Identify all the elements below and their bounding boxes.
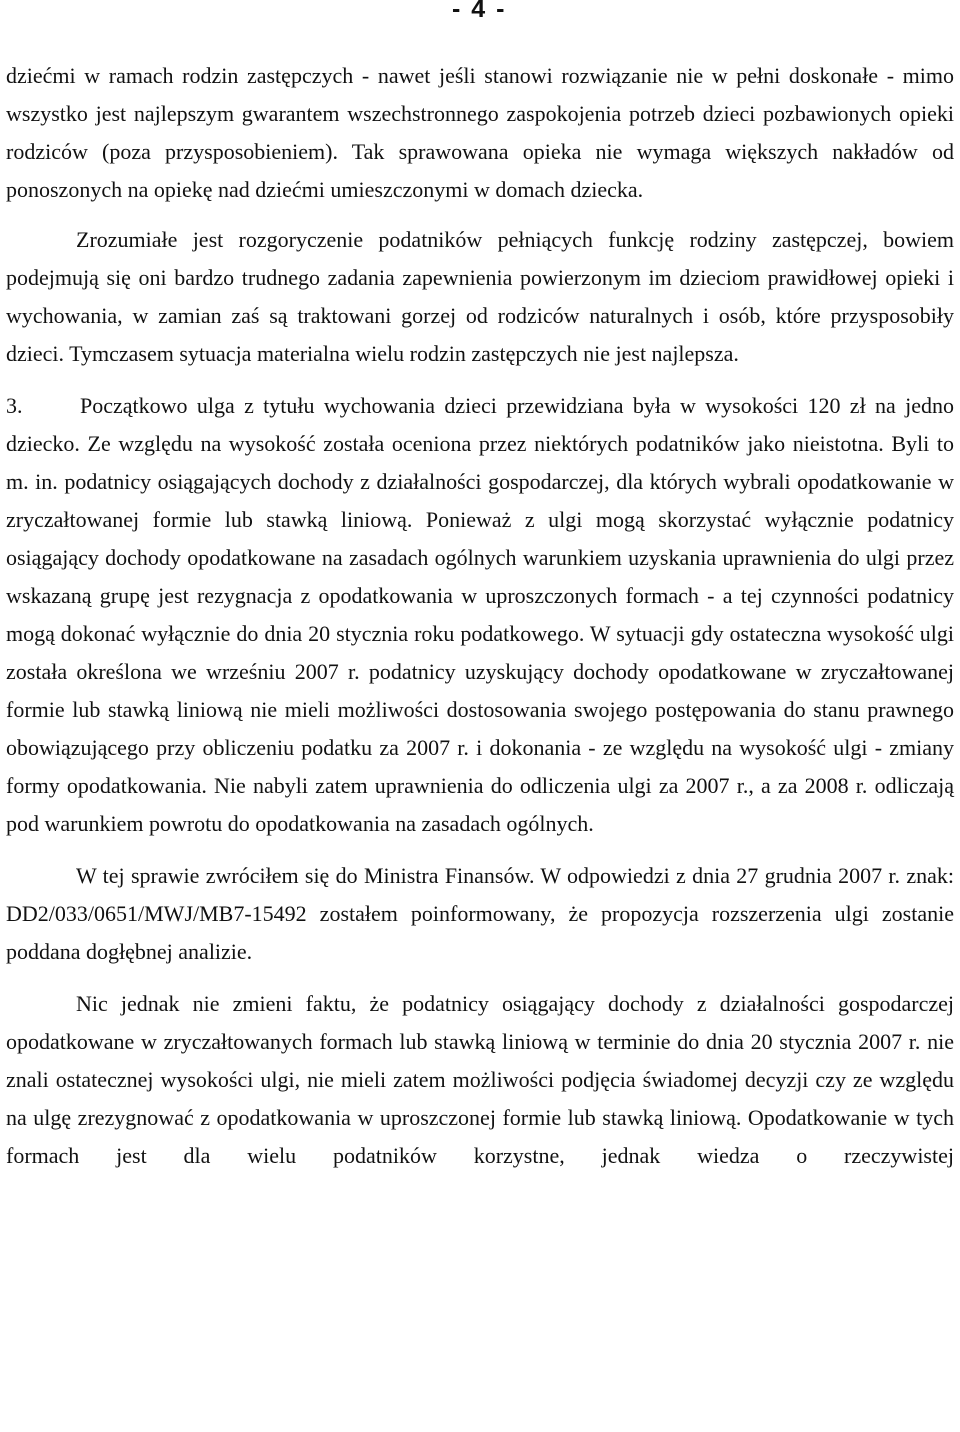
document-body [6,57,954,1175]
paragraph-4: W tej sprawie zwróciłem się do Ministra Finansów. W odpowiedzi z dnia 27 grudnia 2007 r. znak: DD2/033/0651/MWJ/MB7-15492 zostałem poinformowany, że propozycja rozszerzenia ulgi zostanie poddana dogłębnej analizie. [6,863,954,964]
paragraph-1: dziećmi w ramach rodzin zastępczych - nawet jeśli stanowi rozwiązanie nie w pełni doskonałe - mimo wszystko jest najlepszym gwarantem wszechstronnego zaspokojenia potrzeb dzieci pozbawionych opieki rodziców (poza przysposobieniem). Tak sprawowana opieka nie wymaga większych nakładów od ponoszonych na opiekę nad dziećmi umieszczonymi w domach dziecka. [6,63,954,202]
paragraph-3-text: Początkowo ulga z tytułu wychowania dzieci przewidziana była w wysokości 120 zł na jedno dziecko. Ze względu na wysokość została oceniona przez niektórych podatników jako nieistotna. Byli to m. in. podatnicy osiągających dochody z działalności gospodarczej, dla których wybrali opodatkowanie w zryczałtowanej formie lub stawką liniową. Ponieważ z ulgi mogą skorzystać wyłącznie podatnicy osiągający dochody opodatkowane na zasadach ogólnych warunkiem uzyskania uprawnienia do ulgi przez wskazaną grupę jest rezygnacja z opodatkowania w uproszczonych formach - a tej czynności podatnicy mogą dokonać wyłącznie do dnia 20 stycznia roku podatkowego. W sytuacji gdy ostateczna wysokość ulgi została określona we wrześniu 2007 r. podatnicy uzyskujący dochody opodatkowane w zryczałtowanej formie lub stawką liniową nie mieli możliwości dostosowania swojego postępowania do stanu prawnego obowiązującego przy obliczeniu podatku za 2007 r. i dokonania - ze względu na wysokość ulgi - zmiany formy opodatkowania. Nie nabyli zatem uprawnienia do odliczenia ulgi za 2007 r., a za 2008 r. odliczają pod warunkiem powrotu do opodatkowania na zasadach ogólnych. [6,393,954,836]
paragraph-3 [6,387,954,843]
paragraph-2: Zrozumiałe jest rozgoryczenie podatników pełniących funkcję rodziny zastępczej, bowiem podejmują się oni bardzo trudnego zadania zapewnienia powierzonym im dzieciom prawidłowej opieki i wychowania, w zamian zaś są traktowani gorzej od rodziców naturalnych i osób, które przysposobiły dzieci. Tymczasem sytuacja materialna wielu rodzin zastępczych nie jest najlepsza. [6,227,954,366]
page-number: - 4 - [452,0,507,23]
paragraph-5: Nic jednak nie zmieni faktu, że podatnicy osiągający dochody z działalności gospodarczej opodatkowane w zryczałtowanych formach lub stawką liniową w terminie do dnia 20 stycznia 2007 r. nie znali ostatecznej wysokości ulgi, nie mieli zatem możliwości podjęcia świadomej decyzji czy ze względu na ulgę zrezygnować z opodatkowania w uproszczonej formie lub stawką liniową. Opodatkowanie w tych formach jest dla wielu podatników korzystne, jednak wiedza o rzeczywistej [6,991,954,1168]
paragraph-3-number: 3. [6,393,23,418]
